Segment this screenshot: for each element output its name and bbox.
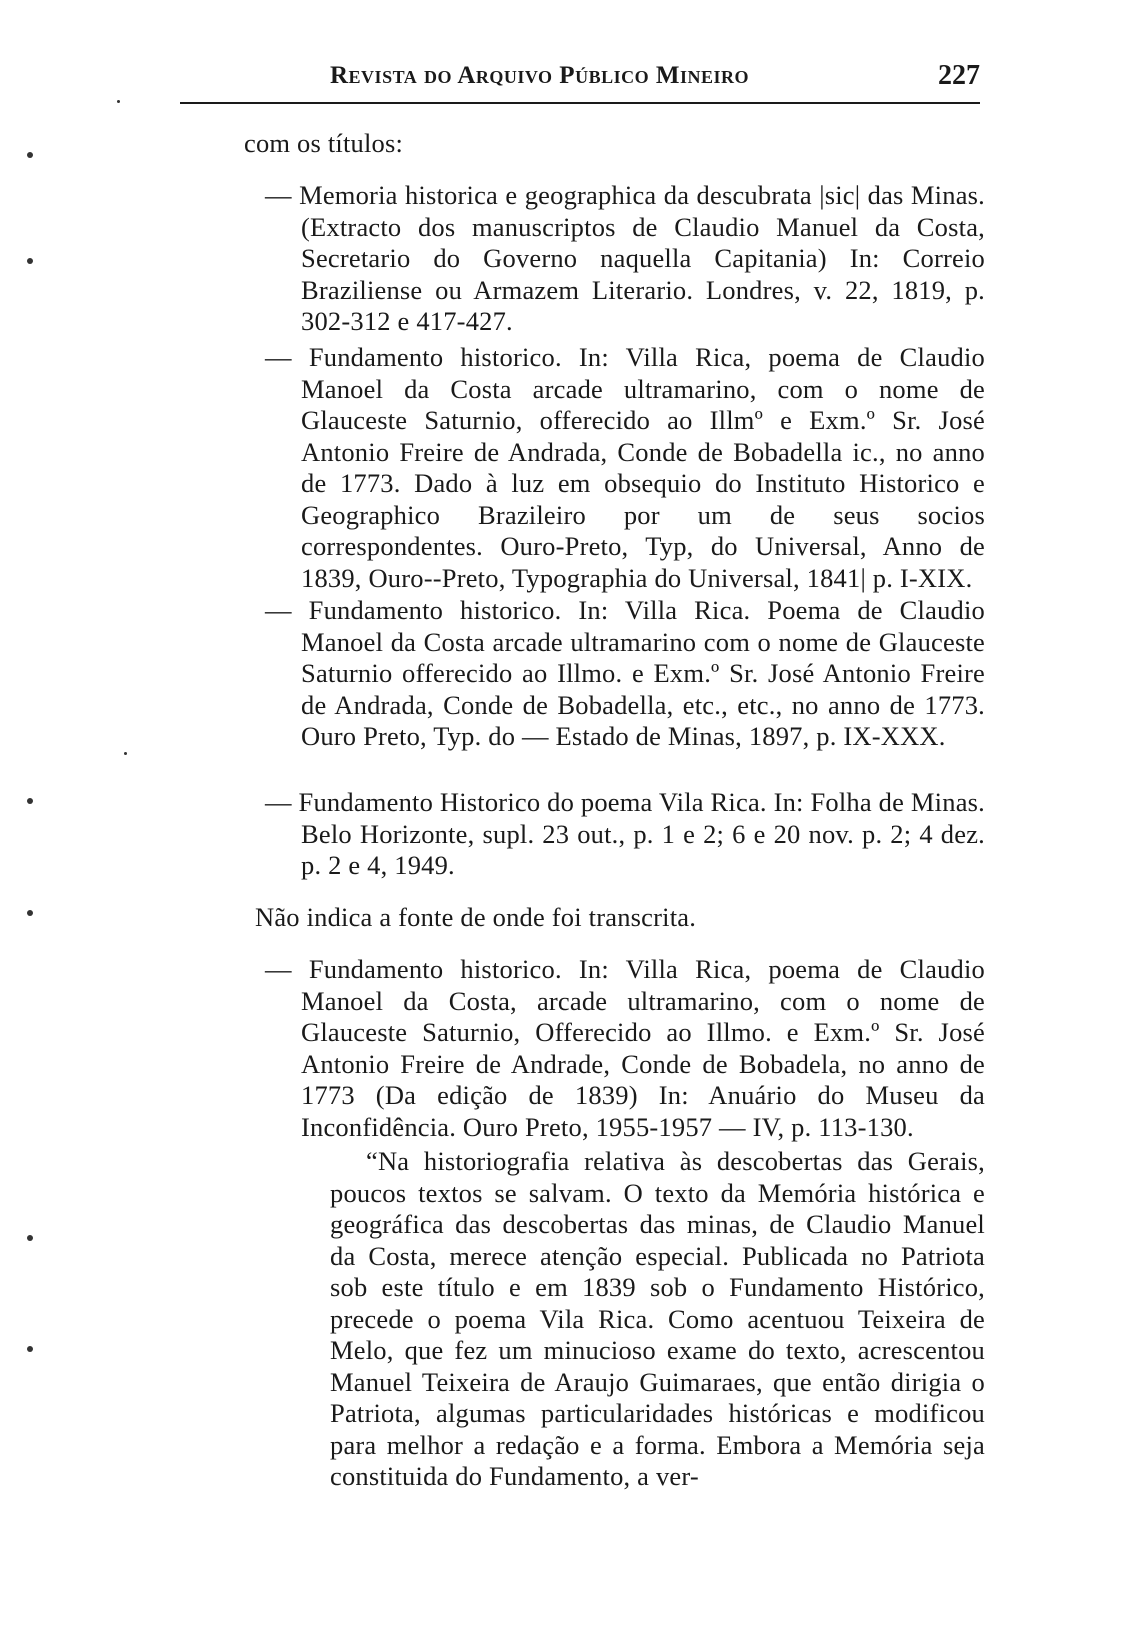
scan-speck [117, 100, 120, 103]
running-title: Revista do Arquivo Público Mineiro [330, 62, 749, 89]
bibliography-entry-2: — Fundamento historico. In: Villa Rica, poema de Claudio Manoel da Costa arcade ultramarino, com o nome de Glauceste Saturnio, offerecido ao Illmº e Exm.º Sr. José Antonio Freire de Andrada, Conde de Bobadella ic., no anno de 1773. Dado à luz em obsequio do Instituto Historico e Geographico Brazileiro por um de seus socios correspondentes. Ouro-Preto, Typ, do Universal, Anno de 1839, Ouro--Preto, Typographia do Universal, 1841| p. I-XIX. [265, 342, 985, 593]
scan-speck [27, 258, 33, 264]
bibliography-entry-5: — Fundamento historico. In: Villa Rica, poema de Claudio Manoel da Costa, arcade ultramarino, com o nome de Glauceste Saturnio, Offerecido ao Illmo. e Exm.º Sr. José Antonio Freire de Andrade, Conde de Bobadela, no anno de 1773 (Da edição de 1839) In: Anuário do Museu da Inconfidência. Ouro Preto, 1955-1957 — IV, p. 113-130. [265, 954, 985, 1142]
source-note: Não indica a fonte de onde foi transcrita. [255, 902, 697, 932]
bibliography-entry-4: — Fundamento Historico do poema Vila Rica. In: Folha de Minas. Belo Horizonte, supl. 23 out., p. 1 e 2; 6 e 20 nov. p. 2; 4 dez. p. 2 e 4, 1949. [265, 787, 985, 880]
scan-speck [27, 152, 33, 158]
scan-speck [124, 752, 127, 755]
page-number: 227 [938, 60, 980, 91]
bibliography-entry-3: — Fundamento historico. In: Villa Rica. Poema de Claudio Manoel da Costa arcade ultramarino com o nome de Glauceste Saturnio offerecido ao Illmo. e Exm.º Sr. José Antonio Freire de Andrada, Conde de Bobadella, etc., etc., no anno de 1773. Ouro Preto, Typ. do — Estado de Minas, 1897, p. IX-XXX. [265, 595, 985, 751]
intro-line: com os títulos: [244, 128, 404, 158]
quotation-paragraph: “Na historiografia relativa às descobertas das Gerais, poucos textos se salvam. O texto da Memória histórica e geográfica das descobertas das minas, de Claudio Manuel da Costa, merece atenção especial. Publicada no Patriota sob este título e em 1839 sob o Fundamento Histórico, precede o poema Vila Rica. Como acentuou Teixeira de Melo, que fez um minucioso exame do texto, acrescentou Manuel Teixeira de Araujo Guimaraes, que então dirigia o Patriota, algumas particularidades históricas e modificou para melhor a redação e a forma. Embora a Memória seja constituida do Fundamento, a ver- [330, 1146, 985, 1491]
page-header [180, 58, 980, 104]
bibliography-entry-1: — Memoria historica e geographica da descubrata |sic| das Minas. (Extracto dos manuscriptos de Claudio Manuel da Costa, Secretario do Governo naquella Capitania) In: Correio Braziliense ou Armazem Literario. Londres, v. 22, 1819, p. 302-312 e 417-427. [265, 180, 985, 336]
scan-speck [27, 798, 33, 804]
scan-speck [27, 1346, 33, 1352]
scan-speck [27, 1235, 33, 1241]
scan-speck [27, 910, 33, 916]
